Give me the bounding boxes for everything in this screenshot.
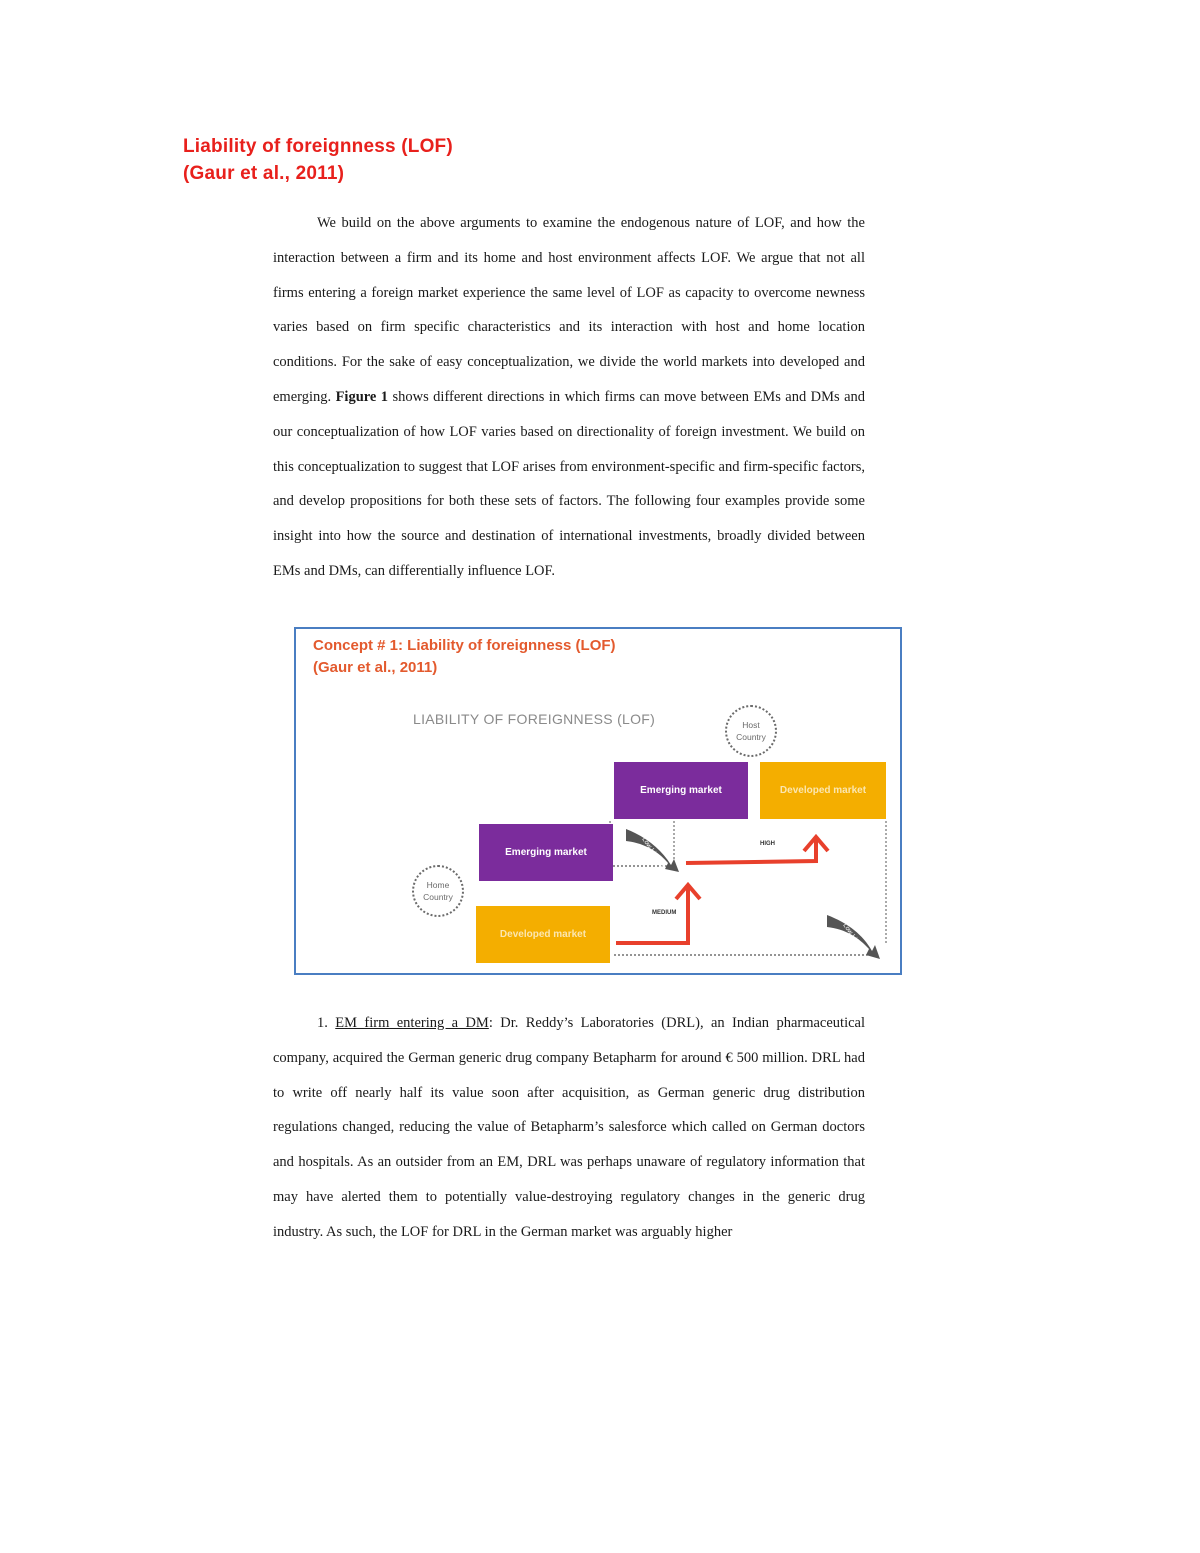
host-country-label-line1: Host [742,720,760,730]
high-level-label: HIGH [760,841,775,847]
home-developed-market-box: Developed market [476,906,610,963]
home-country-label-line1: Home [426,880,450,890]
low-liability-label: Low Liability [841,922,868,956]
page-heading-title: Liability of foreignness (LOF) [183,136,453,157]
figure-citation: (Gaur et al., 2011) [313,659,438,676]
home-emerging-market-box: Emerging market [479,824,613,881]
page-heading-citation: (Gaur et al., 2011) [183,163,345,184]
intro-paragraph-text-part2: shows different directions in which firms can move between EMs and DMs and our conceptualization of how LOF varies based on directionality of foreign investment. We build on this conceptualization to suggest that LOF arises from environment-specific and firm-specific factors, and develop propositions for both these sets of factors. The following four examples provide some insight into how the source and destination of international investments, broadly divided between EMs and DMs, can differentially influence LOF. [273,388,866,579]
example-1-text: : Dr. Reddy’s Laboratories (DRL), an Indian pharmaceutical company, acquired the German generic drug company Betapharm for around € 500 million. DRL had to write off nearly half its value soon after acquisition, as German generic drug distribution regulations changed, reducing the value of Betapharm’s salesforce which called on German doctors and hospitals. As an outsider from an EM, DRL was perhaps unaware of regulatory information that may have alerted them to potentially value-destroying regulatory changes in the generic drug industry. As such, the LOF for DRL in the German market was arguably higher [273,1015,865,1240]
example-heading: EM firm entering a DM [335,1015,489,1031]
host-emerging-market-box: Emerging market [614,762,748,819]
home-country-label-line2: Country [423,892,453,902]
intro-paragraph [273,206,865,589]
high-liability-arrow [686,839,816,863]
home-country-circle [412,865,464,917]
host-country-label-line2: Country [736,732,766,742]
figure-title: Concept # 1: Liability of foreignness (LOF) [313,637,616,654]
example-1-paragraph [273,1006,865,1250]
host-developed-market-box: Developed market [760,762,886,819]
diagram-title: LIABILITY OF FOREIGNNESS (LOF) [413,711,656,727]
example-number: 1. [317,1015,336,1031]
host-country-circle [725,705,777,757]
figure-1-concept-diagram [294,627,902,975]
low-liability-label: Low Liability [640,836,667,870]
intro-paragraph-text-part1: We build on the above arguments to examine the endogenous nature of LOF, and how the interaction between a firm and its home and host environment affects LOF. We argue that not all firms entering a foreign market experience the same level of LOF as capacity to overcome newness varies based on firm specific characteristics and its interaction with host and home location conditions. For the sake of easy conceptualization, we divide the world markets into developed and emerging. [273,215,865,405]
medium-level-label: MEDIUM [652,910,677,916]
figure-reference: Figure 1 [335,388,389,405]
